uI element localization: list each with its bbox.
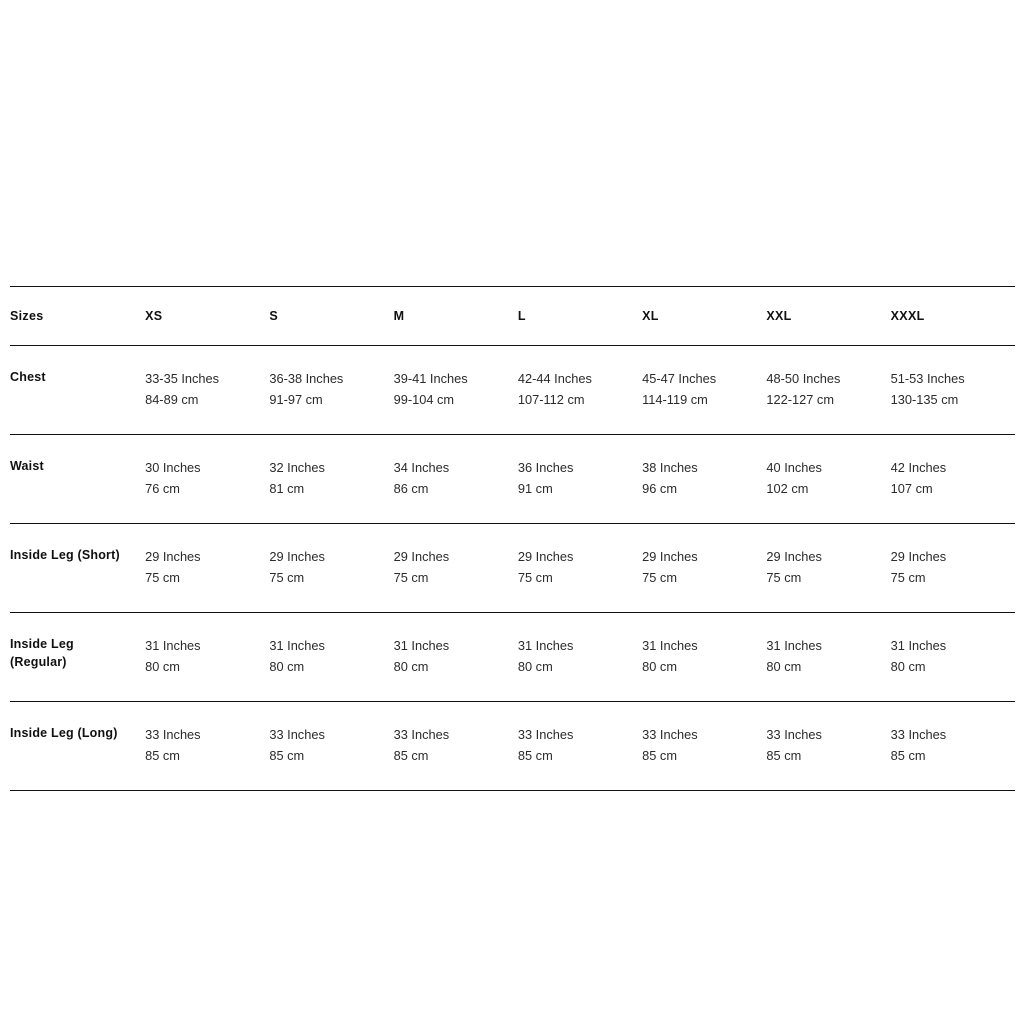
value-inches: 31 Inches: [766, 638, 822, 653]
value-inches: 31 Inches: [642, 638, 698, 653]
column-header-xxxl: XXXL: [891, 287, 1015, 346]
value-inches: 36 Inches: [517, 460, 574, 475]
column-header-l: L: [518, 287, 642, 346]
value-cm: 91-97 cm: [269, 392, 323, 407]
value-cm: 75 cm: [890, 570, 926, 585]
value-cm: 130-135 cm: [890, 392, 959, 407]
table-cell: [518, 613, 642, 702]
value-cm: 81 cm: [269, 481, 305, 496]
value-cm: 85 cm: [517, 748, 553, 763]
table-cell: [891, 613, 1015, 702]
table-cell: [394, 346, 518, 435]
table-cell: [518, 346, 642, 435]
table-row: [10, 435, 1015, 524]
value-cm: 85 cm: [145, 748, 180, 763]
table-header-row: [10, 287, 1015, 346]
table-row: [10, 613, 1015, 702]
value-inches: 34 Inches: [393, 460, 450, 475]
table-cell: [145, 524, 269, 613]
value-cm: 80 cm: [890, 659, 926, 674]
table-cell: [145, 346, 269, 435]
value-inches: 29 Inches: [145, 549, 201, 564]
value-inches: 45-47 Inches: [642, 371, 717, 386]
value-cm: 91 cm: [517, 481, 553, 496]
row-label-inside-leg-regular: Inside Leg (Regular): [10, 613, 145, 702]
value-cm: 75 cm: [393, 570, 429, 585]
value-inches: 51-53 Inches: [890, 371, 965, 386]
table-cell: [394, 613, 518, 702]
table-cell: [394, 702, 518, 791]
table-cell: [269, 435, 393, 524]
value-inches: 33 Inches: [517, 727, 574, 742]
table-cell: [891, 346, 1015, 435]
table-cell: [891, 435, 1015, 524]
table-cell: [518, 524, 642, 613]
value-cm: 114-119 cm: [642, 392, 708, 407]
value-cm: 85 cm: [393, 748, 429, 763]
value-inches: 33 Inches: [269, 727, 325, 742]
row-label-inside-leg-short: Inside Leg (Short): [10, 524, 145, 613]
value-inches: 32 Inches: [269, 460, 325, 475]
value-inches: 31 Inches: [145, 638, 201, 653]
table-cell: [642, 346, 766, 435]
table-cell: [766, 613, 890, 702]
value-cm: 102 cm: [766, 481, 809, 496]
value-cm: 80 cm: [393, 659, 429, 674]
value-inches: 36-38 Inches: [269, 371, 344, 386]
value-cm: 107 cm: [890, 481, 933, 496]
table-cell: [145, 613, 269, 702]
table-cell: [518, 435, 642, 524]
value-inches: 42 Inches: [890, 460, 947, 475]
column-header-m: M: [394, 287, 518, 346]
value-cm: 107-112 cm: [517, 392, 585, 407]
table-cell: [642, 613, 766, 702]
value-inches: 29 Inches: [642, 549, 698, 564]
value-cm: 75 cm: [766, 570, 802, 585]
value-cm: 85 cm: [766, 748, 802, 763]
table-cell: [145, 435, 269, 524]
table-row: [10, 346, 1015, 435]
table-body: [10, 346, 1015, 791]
table-cell: [269, 613, 393, 702]
value-cm: 75 cm: [517, 570, 553, 585]
table-cell: [269, 524, 393, 613]
table-cell: [642, 435, 766, 524]
value-inches: 33 Inches: [393, 727, 450, 742]
table-cell: [766, 346, 890, 435]
table-cell: [145, 702, 269, 791]
table-cell: [766, 435, 890, 524]
value-cm: 75 cm: [269, 570, 305, 585]
value-cm: 80 cm: [766, 659, 802, 674]
value-inches: 39-41 Inches: [393, 371, 468, 386]
row-label-waist: Waist: [10, 435, 145, 524]
value-inches: 33 Inches: [642, 727, 698, 742]
value-cm: 122-127 cm: [766, 392, 834, 407]
value-cm: 85 cm: [269, 748, 305, 763]
column-header-xl: XL: [642, 287, 766, 346]
value-cm: 75 cm: [145, 570, 180, 585]
value-inches: 31 Inches: [890, 638, 947, 653]
column-header-sizes: Sizes: [10, 287, 145, 346]
table-cell: [642, 702, 766, 791]
value-cm: 84-89 cm: [145, 392, 199, 407]
value-inches: 29 Inches: [393, 549, 450, 564]
value-cm: 80 cm: [517, 659, 553, 674]
value-inches: 29 Inches: [517, 549, 574, 564]
value-inches: 42-44 Inches: [517, 371, 592, 386]
value-cm: 75 cm: [642, 570, 677, 585]
size-chart-container: [10, 286, 1015, 791]
row-label-chest: Chest: [10, 346, 145, 435]
value-cm: 80 cm: [642, 659, 677, 674]
value-inches: 48-50 Inches: [766, 371, 841, 386]
value-cm: 80 cm: [269, 659, 305, 674]
table-cell: [891, 702, 1015, 791]
table-cell: [394, 435, 518, 524]
value-inches: 33 Inches: [766, 727, 822, 742]
table-cell: [891, 524, 1015, 613]
value-inches: 40 Inches: [766, 460, 822, 475]
value-cm: 85 cm: [642, 748, 677, 763]
column-header-xs: XS: [145, 287, 269, 346]
table-cell: [766, 524, 890, 613]
value-cm: 96 cm: [642, 481, 677, 496]
column-header-xxl: XXL: [766, 287, 890, 346]
table-cell: [269, 702, 393, 791]
value-inches: 31 Inches: [269, 638, 325, 653]
value-inches: 31 Inches: [517, 638, 574, 653]
row-label-inside-leg-long: Inside Leg (Long): [10, 702, 145, 791]
value-inches: 33-35 Inches: [145, 371, 220, 386]
table-cell: [766, 702, 890, 791]
value-inches: 33 Inches: [890, 727, 947, 742]
value-cm: 99-104 cm: [393, 392, 455, 407]
value-cm: 76 cm: [145, 481, 180, 496]
table-row: [10, 524, 1015, 613]
table-cell: [642, 524, 766, 613]
value-inches: 29 Inches: [890, 549, 947, 564]
table-row: [10, 702, 1015, 791]
column-header-s: S: [269, 287, 393, 346]
table-cell: [269, 346, 393, 435]
value-inches: 29 Inches: [269, 549, 325, 564]
table-header: [10, 287, 1015, 346]
value-inches: 29 Inches: [766, 549, 822, 564]
table-cell: [394, 524, 518, 613]
size-chart-table: [10, 286, 1015, 791]
value-cm: 80 cm: [145, 659, 180, 674]
value-inches: 31 Inches: [393, 638, 450, 653]
value-inches: 30 Inches: [145, 460, 201, 475]
table-cell: [518, 702, 642, 791]
value-cm: 85 cm: [890, 748, 926, 763]
value-cm: 86 cm: [393, 481, 429, 496]
value-inches: 33 Inches: [145, 727, 201, 742]
value-inches: 38 Inches: [642, 460, 698, 475]
